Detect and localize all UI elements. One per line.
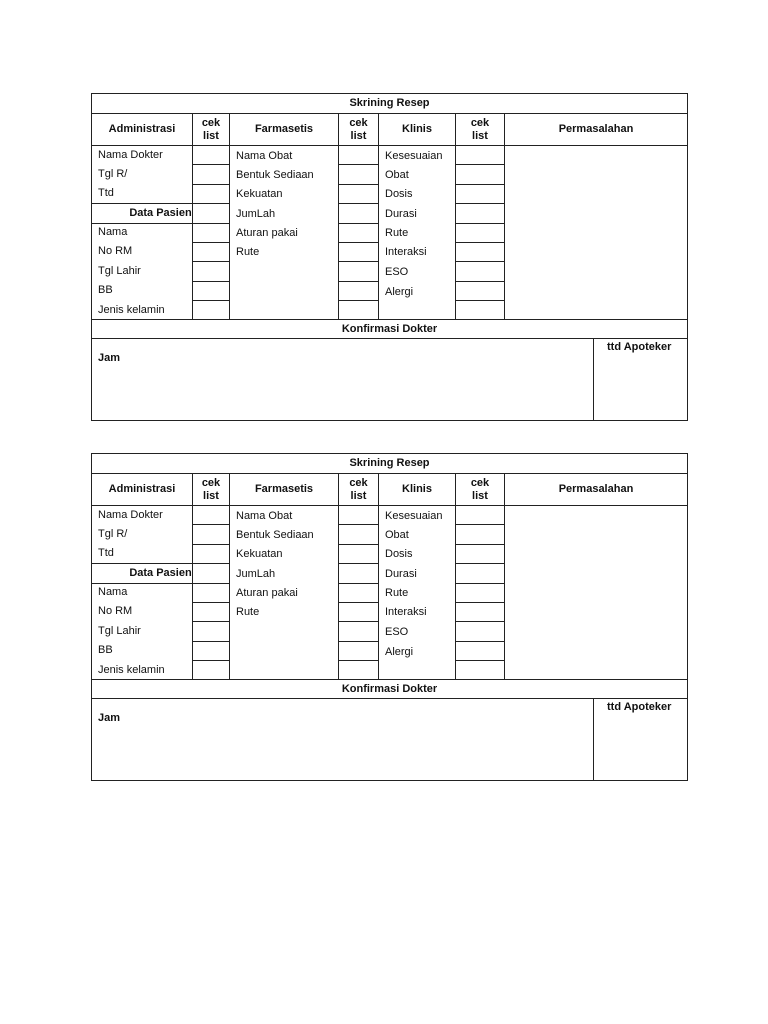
header-list: list	[472, 129, 488, 142]
rule	[593, 338, 594, 420]
rule	[504, 473, 505, 679]
header-klinis: Klinis	[402, 483, 432, 495]
rule	[338, 602, 378, 603]
header-administrasi: Administrasi	[108, 483, 176, 495]
klinis-item: Dosis	[385, 548, 413, 560]
header-list: list	[203, 129, 219, 142]
rule	[455, 281, 504, 282]
rule	[338, 524, 378, 525]
rule	[338, 641, 378, 642]
rule	[455, 583, 504, 584]
rule	[338, 621, 378, 622]
header-list: list	[350, 489, 367, 502]
header-cek-list-2	[339, 474, 378, 505]
klinis-item: Interaksi	[385, 606, 427, 618]
klinis-item: Kesesuaian	[385, 150, 443, 162]
farmasetis-item: Nama Obat	[236, 510, 293, 522]
farmasetis-item: Nama Obat	[236, 150, 293, 162]
administrasi-item: Nama Dokter	[98, 149, 163, 161]
administrasi-item: Tgl R/	[98, 528, 128, 540]
farmasetis-item: Kekuatan	[236, 188, 283, 200]
rule	[192, 184, 229, 185]
rule	[192, 602, 229, 603]
rule	[92, 338, 687, 339]
rule	[192, 300, 229, 301]
header-cek-list-3	[456, 114, 504, 145]
rule	[92, 113, 687, 114]
form-title: Skrining Resep	[349, 457, 430, 469]
administrasi-item: Nama Dokter	[98, 509, 163, 521]
farmasetis-item: JumLah	[236, 208, 276, 220]
farmasetis-item: Bentuk Sediaan	[236, 529, 314, 541]
header-cek: cek	[201, 116, 221, 129]
farmasetis-item: JumLah	[236, 568, 276, 580]
rule	[455, 602, 504, 603]
klinis-item: Rute	[385, 227, 409, 239]
klinis-item: Alergi	[385, 286, 414, 298]
administrasi-item: Ttd	[98, 547, 114, 559]
header-cek-list-3	[456, 474, 504, 505]
farmasetis-item: Rute	[236, 606, 260, 618]
rule	[92, 223, 229, 224]
klinis-item: Durasi	[385, 208, 417, 220]
farmasetis-item: Rute	[236, 246, 260, 258]
rule	[593, 698, 594, 780]
rule	[92, 319, 687, 320]
rule	[455, 164, 504, 165]
rule	[192, 641, 229, 642]
pasien-item: Jenis kelamin	[98, 664, 165, 676]
rule	[192, 164, 229, 165]
header-klinis: Klinis	[402, 123, 432, 135]
rule	[229, 113, 230, 319]
pasien-item: Jenis kelamin	[98, 304, 165, 316]
pasien-item: BB	[98, 644, 113, 656]
header-cek-list-1	[193, 474, 229, 505]
rule	[338, 300, 378, 301]
form-title: Skrining Resep	[349, 97, 430, 109]
rule	[455, 660, 504, 661]
header-cek-list-1	[193, 114, 229, 145]
header-list: list	[203, 489, 219, 502]
rule	[378, 473, 379, 679]
rule	[338, 583, 378, 584]
jam-label: Jam	[98, 712, 121, 724]
klinis-item: Interaksi	[385, 246, 427, 258]
rule	[338, 281, 378, 282]
rule	[455, 621, 504, 622]
farmasetis-item: Aturan pakai	[236, 587, 298, 599]
pasien-item: No RM	[98, 245, 133, 257]
pasien-item: Nama	[98, 226, 128, 238]
rule	[229, 473, 230, 679]
rule	[455, 223, 504, 224]
rule	[192, 524, 229, 525]
rule	[192, 281, 229, 282]
farmasetis-item: Aturan pakai	[236, 227, 298, 239]
rule	[455, 261, 504, 262]
header-cek: cek	[470, 476, 490, 489]
rule	[338, 164, 378, 165]
rule	[92, 473, 687, 474]
administrasi-item: Tgl R/	[98, 168, 128, 180]
header-cek: cek	[201, 476, 221, 489]
rule	[192, 621, 229, 622]
konfirmasi-dokter-label: Konfirmasi Dokter	[341, 683, 438, 695]
jam-label: Jam	[98, 352, 121, 364]
klinis-item: Obat	[385, 169, 409, 181]
rule	[338, 242, 378, 243]
rule	[455, 563, 504, 564]
rule	[338, 563, 378, 564]
klinis-item: Obat	[385, 529, 409, 541]
header-farmasetis: Farmasetis	[254, 483, 314, 495]
header-cek: cek	[349, 116, 368, 129]
klinis-item: Kesesuaian	[385, 510, 443, 522]
header-permasalahan: Permasalahan	[558, 123, 634, 135]
klinis-item: Rute	[385, 587, 409, 599]
header-administrasi: Administrasi	[108, 123, 176, 135]
rule	[92, 698, 687, 699]
rule	[338, 261, 378, 262]
rule	[92, 505, 687, 506]
rule	[92, 145, 687, 146]
pasien-item: Nama	[98, 586, 128, 598]
rule	[192, 660, 229, 661]
header-list: list	[350, 129, 367, 142]
header-cek: cek	[349, 476, 368, 489]
pasien-item: BB	[98, 284, 113, 296]
pasien-item: No RM	[98, 605, 133, 617]
rule	[338, 184, 378, 185]
klinis-item: ESO	[385, 266, 409, 278]
rule	[378, 113, 379, 319]
farmasetis-item: Kekuatan	[236, 548, 283, 560]
rule	[92, 679, 687, 680]
rule	[338, 660, 378, 661]
rule	[92, 583, 229, 584]
rule	[455, 300, 504, 301]
rule	[455, 544, 504, 545]
pasien-item: Tgl Lahir	[98, 625, 141, 637]
rule	[92, 203, 229, 204]
header-farmasetis: Farmasetis	[254, 123, 314, 135]
ttd-apoteker-label: ttd Apoteker	[607, 701, 672, 713]
administrasi-item: Ttd	[98, 187, 114, 199]
rule	[455, 184, 504, 185]
header-cek-list-2	[339, 114, 378, 145]
data-pasien-label: Data Pasien	[129, 207, 192, 219]
klinis-item: Dosis	[385, 188, 413, 200]
rule	[338, 544, 378, 545]
data-pasien-label: Data Pasien	[129, 567, 192, 579]
farmasetis-item: Bentuk Sediaan	[236, 169, 314, 181]
rule	[338, 203, 378, 204]
rule	[338, 223, 378, 224]
skrining-form-2	[91, 453, 688, 781]
header-list: list	[472, 489, 488, 502]
klinis-item: Alergi	[385, 646, 414, 658]
rule	[455, 242, 504, 243]
klinis-item: ESO	[385, 626, 409, 638]
rule	[192, 242, 229, 243]
klinis-item: Durasi	[385, 568, 417, 580]
konfirmasi-dokter-label: Konfirmasi Dokter	[341, 323, 438, 335]
rule	[455, 203, 504, 204]
rule	[455, 641, 504, 642]
rule	[504, 113, 505, 319]
header-cek: cek	[470, 116, 490, 129]
rule	[455, 524, 504, 525]
ttd-apoteker-label: ttd Apoteker	[607, 341, 672, 353]
pasien-item: Tgl Lahir	[98, 265, 141, 277]
rule	[192, 261, 229, 262]
rule	[92, 563, 229, 564]
skrining-form-1	[91, 93, 688, 421]
rule	[192, 544, 229, 545]
header-permasalahan: Permasalahan	[558, 483, 634, 495]
